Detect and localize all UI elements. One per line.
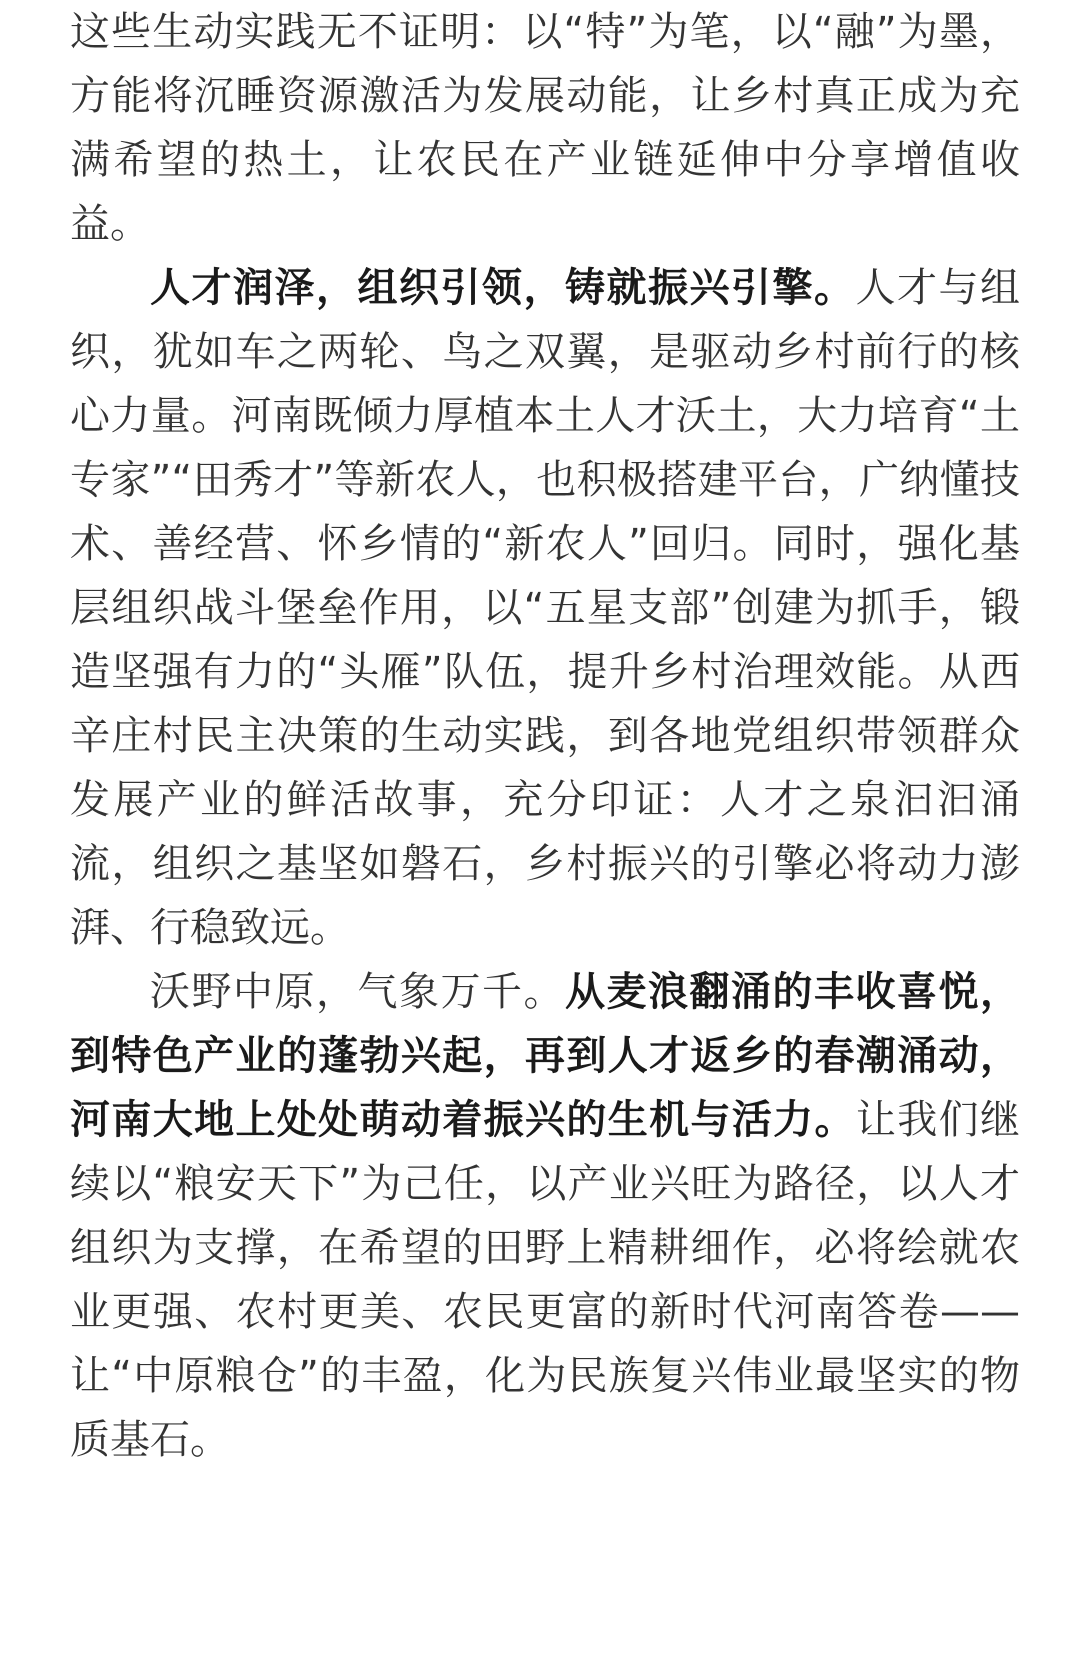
paragraph-3-text: 让我们继续以“粮安天下”为己任，以产业兴旺为路径，以人才组织为支撑，在希望的田野上精耕细作，必将绘就农业更强、农村更美、农民更富的新时代河南答卷——让“中原粮仓”的丰盈，化为民族复兴伟业最坚实的物质基石。 — [70, 1097, 1021, 1463]
paragraph-3-bold-text: 从麦浪翻涌的丰收喜悦，到特色产业的蓬勃兴起，再到人才返乡的春潮涌动，河南大地上处处萌动着振兴的生机与活力。 — [70, 969, 1020, 1143]
paragraph-2 — [70, 256, 1020, 960]
article-body — [70, 0, 1020, 1472]
paragraph-2-lead-heading: 人才润泽，组织引领，铸就振兴引擎。 — [150, 265, 856, 311]
paragraph-1-text: 这些生动实践无不证明：以“特”为笔，以“融”为墨，方能将沉睡资源激活为发展动能，让乡村真正成为充满希望的热土，让农民在产业链延伸中分享增值收益。 — [70, 9, 1020, 247]
paragraph-1 — [70, 0, 1020, 256]
paragraph-2-text: 人才与组织，犹如车之两轮、鸟之双翼，是驱动乡村前行的核心力量。河南既倾力厚植本土人才沃土，大力培育“土专家”“田秀才”等新农人，也积极搭建平台，广纳懂技术、善经营、怀乡情的“新农人”回归。同时，强化基层组织战斗堡垒作用，以“五星支部”创建为抓手，锻造坚强有力的“头雁”队伍，提升乡村治理效能。从西辛庄村民主决策的生动实践，到各地党组织带领群众发展产业的鲜活故事，充分印证：人才之泉汩汩涌流，组织之基坚如磐石，乡村振兴的引擎必将动力澎湃、行稳致远。 — [70, 265, 1020, 951]
paragraph-3-lead: 沃野中原，气象万千。 — [150, 969, 565, 1015]
paragraph-3 — [70, 960, 1020, 1472]
